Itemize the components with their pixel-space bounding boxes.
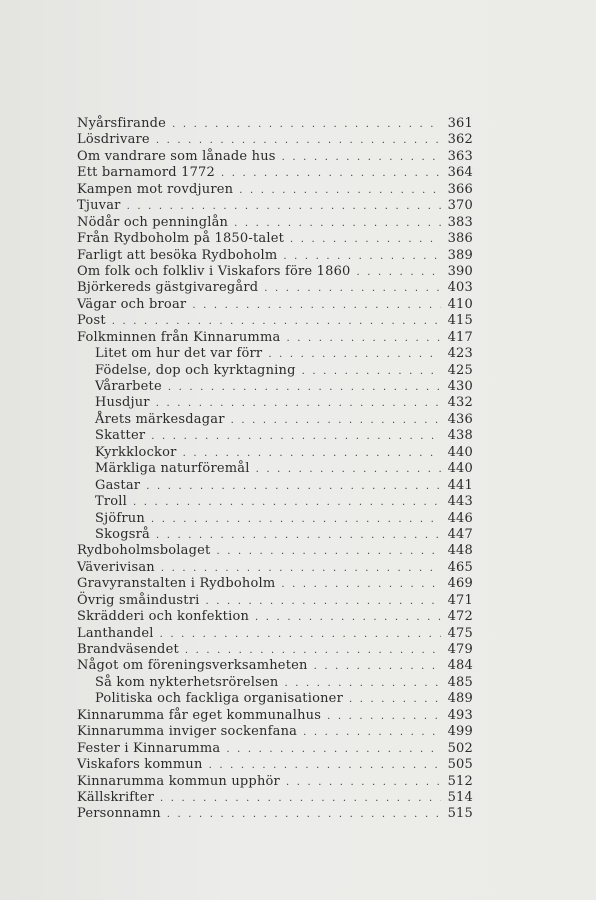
toc-entry bbox=[77, 527, 473, 543]
toc-entry bbox=[77, 330, 473, 346]
toc-entry-page-number: 469 bbox=[447, 576, 473, 592]
toc-entry-title: Så kom nykterhetsrörelsen bbox=[95, 674, 279, 690]
toc-entry bbox=[77, 280, 473, 296]
toc-entry bbox=[77, 609, 473, 625]
toc-entry bbox=[77, 215, 473, 231]
toc-entry-title: Ett barnamord 1772 bbox=[77, 165, 215, 181]
toc-entry-page-number: 390 bbox=[447, 263, 473, 279]
toc-entry-page-number: 362 bbox=[447, 132, 473, 148]
toc-entry-page-number: 389 bbox=[447, 247, 473, 263]
toc-leader-dots bbox=[185, 643, 441, 659]
toc-entry bbox=[77, 231, 473, 247]
toc-entry bbox=[77, 149, 473, 165]
toc-entry-page-number: 502 bbox=[447, 740, 473, 756]
toc-entry bbox=[77, 363, 473, 379]
toc-entry-page-number: 417 bbox=[447, 329, 473, 345]
toc-entry-title: Brandväsendet bbox=[77, 642, 179, 657]
toc-entry bbox=[77, 346, 473, 362]
toc-entry-page-number: 403 bbox=[447, 280, 473, 296]
toc-entry bbox=[77, 132, 473, 148]
toc-leader-dots bbox=[226, 742, 441, 758]
toc-entry-title: Skogsrå bbox=[95, 526, 150, 542]
toc-leader-dots bbox=[161, 561, 441, 577]
toc-leader-dots bbox=[268, 347, 441, 363]
toc-leader-dots bbox=[255, 610, 441, 626]
toc-leader-dots bbox=[209, 758, 441, 774]
toc-entry-title: Övrig småindustri bbox=[77, 592, 200, 608]
toc-entry-page-number: 438 bbox=[447, 428, 473, 444]
toc-entry-title: Lösdrivare bbox=[77, 132, 150, 148]
toc-entry bbox=[77, 691, 473, 707]
toc-entry bbox=[77, 560, 473, 576]
toc-entry bbox=[77, 576, 473, 592]
toc-entry-page-number: 363 bbox=[447, 148, 473, 164]
toc-entry-page-number: 440 bbox=[447, 461, 473, 477]
toc-entry bbox=[77, 593, 473, 609]
toc-entry bbox=[77, 494, 473, 510]
toc-entry bbox=[77, 198, 473, 214]
toc-leader-dots bbox=[221, 166, 441, 182]
toc-leader-dots bbox=[205, 594, 441, 610]
toc-entry-title: Farligt att besöka Rydboholm bbox=[77, 247, 278, 263]
toc-entry-page-number: 475 bbox=[447, 625, 473, 641]
toc-entry bbox=[77, 461, 473, 477]
toc-entry-title: Björkereds gästgivaregård bbox=[77, 280, 259, 296]
toc-leader-dots bbox=[167, 807, 441, 823]
toc-entry bbox=[77, 741, 473, 757]
toc-entry-title: Litet om hur det var förr bbox=[95, 346, 263, 362]
toc-entry-page-number: 447 bbox=[447, 526, 473, 542]
toc-entry-page-number: 432 bbox=[447, 395, 473, 411]
toc-leader-dots bbox=[349, 692, 441, 708]
toc-entry-title: Sjöfrun bbox=[95, 510, 145, 526]
toc-entry-title: Kyrkklockor bbox=[95, 444, 177, 460]
toc-entry-page-number: 425 bbox=[447, 362, 473, 378]
toc-leader-dots bbox=[192, 298, 441, 314]
toc-entry bbox=[77, 395, 473, 411]
toc-leader-dots bbox=[156, 528, 441, 544]
toc-entry-page-number: 499 bbox=[447, 724, 473, 740]
toc-entry-page-number: 465 bbox=[447, 559, 473, 575]
toc-entry bbox=[77, 445, 473, 461]
toc-entry-page-number: 471 bbox=[447, 592, 473, 608]
toc-entry-page-number: 448 bbox=[447, 543, 473, 559]
toc-entry bbox=[77, 626, 473, 642]
toc-entry-title: Källskrifter bbox=[77, 789, 155, 805]
toc-entry-title: Vägar och broar bbox=[77, 296, 187, 312]
toc-entry-title: Nyårsfirande bbox=[77, 116, 167, 131]
toc-entry bbox=[77, 724, 473, 740]
toc-entry bbox=[77, 658, 473, 674]
toc-entry-page-number: 512 bbox=[447, 773, 473, 789]
toc-leader-dots bbox=[281, 577, 441, 593]
toc-entry bbox=[77, 313, 473, 329]
toc-entry-title: Fester i Kinnarumma bbox=[77, 740, 221, 756]
toc-entry-title: Från Rydboholm på 1850-talet bbox=[77, 231, 285, 247]
toc-leader-dots bbox=[183, 446, 441, 462]
toc-entry-title: Kinnarumma får eget kommunalhus bbox=[77, 707, 322, 723]
toc-leader-dots bbox=[127, 199, 441, 215]
toc-entry-title: Om vandrare som lånade hus bbox=[77, 148, 276, 164]
toc-leader-dots bbox=[112, 314, 441, 330]
toc-entry-page-number: 430 bbox=[447, 379, 473, 394]
toc-entry bbox=[77, 757, 473, 773]
toc-entry bbox=[77, 165, 473, 181]
toc-leader-dots bbox=[168, 380, 441, 396]
toc-leader-dots bbox=[284, 676, 441, 692]
toc-entry-page-number: 440 bbox=[447, 444, 473, 460]
toc-leader-dots bbox=[234, 216, 441, 232]
toc-entry-title: Födelse, dop och kyrktagning bbox=[95, 362, 296, 378]
toc-leader-dots bbox=[302, 364, 441, 380]
toc-entry bbox=[77, 774, 473, 790]
toc-entry-title: Om folk och folkliv i Viskafors före 1860 bbox=[77, 263, 351, 279]
toc-entry-page-number: 370 bbox=[447, 198, 473, 214]
toc-leader-dots bbox=[146, 479, 441, 495]
toc-entry-page-number: 505 bbox=[447, 757, 473, 773]
toc-entry-title: Gravyranstalten i Rydboholm bbox=[77, 576, 276, 592]
toc-leader-dots bbox=[160, 791, 441, 807]
toc-leader-dots bbox=[283, 249, 441, 265]
toc-entry bbox=[77, 379, 473, 395]
toc-entry bbox=[77, 428, 473, 444]
table-of-contents bbox=[77, 116, 473, 823]
toc-entry-page-number: 484 bbox=[447, 658, 473, 674]
toc-entry bbox=[77, 182, 473, 198]
toc-leader-dots bbox=[133, 495, 441, 511]
toc-leader-dots bbox=[239, 183, 441, 199]
toc-entry-page-number: 410 bbox=[447, 296, 473, 312]
toc-leader-dots bbox=[256, 462, 441, 478]
toc-entry-page-number: 441 bbox=[447, 477, 473, 493]
toc-leader-dots bbox=[314, 659, 441, 675]
toc-entry-title: Nödår och penninglån bbox=[77, 214, 229, 230]
toc-entry-title: Väverivisan bbox=[77, 559, 155, 575]
toc-entry-page-number: 489 bbox=[447, 691, 473, 707]
toc-entry-page-number: 515 bbox=[447, 806, 473, 822]
toc-leader-dots bbox=[286, 775, 441, 791]
toc-entry-title: Skatter bbox=[95, 428, 146, 444]
toc-entry-title: Troll bbox=[95, 494, 128, 510]
toc-entry bbox=[77, 543, 473, 559]
toc-entry-page-number: 366 bbox=[447, 181, 473, 197]
toc-entry-title: Kinnarumma inviger sockenfana bbox=[77, 724, 298, 740]
toc-entry bbox=[77, 264, 473, 280]
toc-entry-page-number: 364 bbox=[447, 165, 473, 181]
toc-entry-title: Tjuvar bbox=[77, 198, 121, 214]
toc-entry bbox=[77, 642, 473, 658]
toc-entry-title: Politiska och fackliga organisationer bbox=[95, 691, 343, 707]
toc-entry-title: Något om föreningsverksamheten bbox=[77, 658, 308, 674]
toc-entry-page-number: 485 bbox=[447, 674, 473, 690]
toc-entry bbox=[77, 790, 473, 806]
toc-entry-page-number: 415 bbox=[447, 313, 473, 329]
toc-entry bbox=[77, 248, 473, 264]
toc-entry-page-number: 383 bbox=[447, 214, 473, 230]
toc-entry-title: Post bbox=[77, 313, 106, 329]
toc-leader-dots bbox=[357, 265, 441, 281]
toc-entry-page-number: 436 bbox=[447, 411, 473, 427]
toc-leader-dots bbox=[327, 709, 441, 725]
toc-entry bbox=[77, 708, 473, 724]
toc-leader-dots bbox=[172, 117, 441, 133]
toc-leader-dots bbox=[264, 281, 441, 297]
toc-entry bbox=[77, 297, 473, 313]
toc-entry-title: Kinnarumma kommun upphör bbox=[77, 773, 280, 789]
toc-entry-title: Lanthandel bbox=[77, 625, 154, 641]
toc-leader-dots bbox=[303, 725, 441, 741]
toc-entry-page-number: 472 bbox=[447, 609, 473, 625]
toc-entry-title: Kampen mot rovdjuren bbox=[77, 181, 234, 197]
toc-entry-title: Årets märkesdagar bbox=[95, 411, 225, 427]
toc-entry bbox=[77, 478, 473, 494]
toc-leader-dots bbox=[156, 396, 441, 412]
toc-entry-title: Rydboholmsbolaget bbox=[77, 543, 211, 559]
toc-entry-title: Gastar bbox=[95, 477, 141, 493]
toc-entry-title: Vårarbete bbox=[95, 379, 162, 394]
toc-entry bbox=[77, 511, 473, 527]
toc-entry-title: Husdjur bbox=[95, 395, 150, 411]
toc-leader-dots bbox=[156, 133, 441, 149]
toc-entry-page-number: 386 bbox=[447, 231, 473, 247]
toc-entry-page-number: 493 bbox=[447, 707, 473, 723]
toc-entry-page-number: 479 bbox=[447, 642, 473, 657]
toc-leader-dots bbox=[290, 232, 441, 248]
toc-leader-dots bbox=[286, 331, 441, 347]
toc-leader-dots bbox=[216, 544, 441, 560]
toc-entry-page-number: 423 bbox=[447, 346, 473, 362]
toc-leader-dots bbox=[231, 413, 441, 429]
toc-entry-page-number: 361 bbox=[447, 116, 473, 131]
toc-entry-title: Folkminnen från Kinnarumma bbox=[77, 329, 281, 345]
toc-entry-title: Märkliga naturföremål bbox=[95, 461, 250, 477]
toc-leader-dots bbox=[151, 429, 441, 445]
toc-entry-title: Personnamn bbox=[77, 806, 161, 822]
toc-entry-page-number: 446 bbox=[447, 510, 473, 526]
toc-leader-dots bbox=[160, 627, 441, 643]
toc-entry bbox=[77, 116, 473, 132]
toc-entry-page-number: 514 bbox=[447, 789, 473, 805]
toc-entry bbox=[77, 806, 473, 822]
toc-entry-page-number: 443 bbox=[447, 494, 473, 510]
toc-entry-title: Skrädderi och konfektion bbox=[77, 609, 250, 625]
toc-entry-title: Viskafors kommun bbox=[77, 757, 203, 773]
toc-leader-dots bbox=[282, 150, 441, 166]
toc-leader-dots bbox=[151, 512, 441, 528]
toc-entry bbox=[77, 412, 473, 428]
toc-entry bbox=[77, 675, 473, 691]
